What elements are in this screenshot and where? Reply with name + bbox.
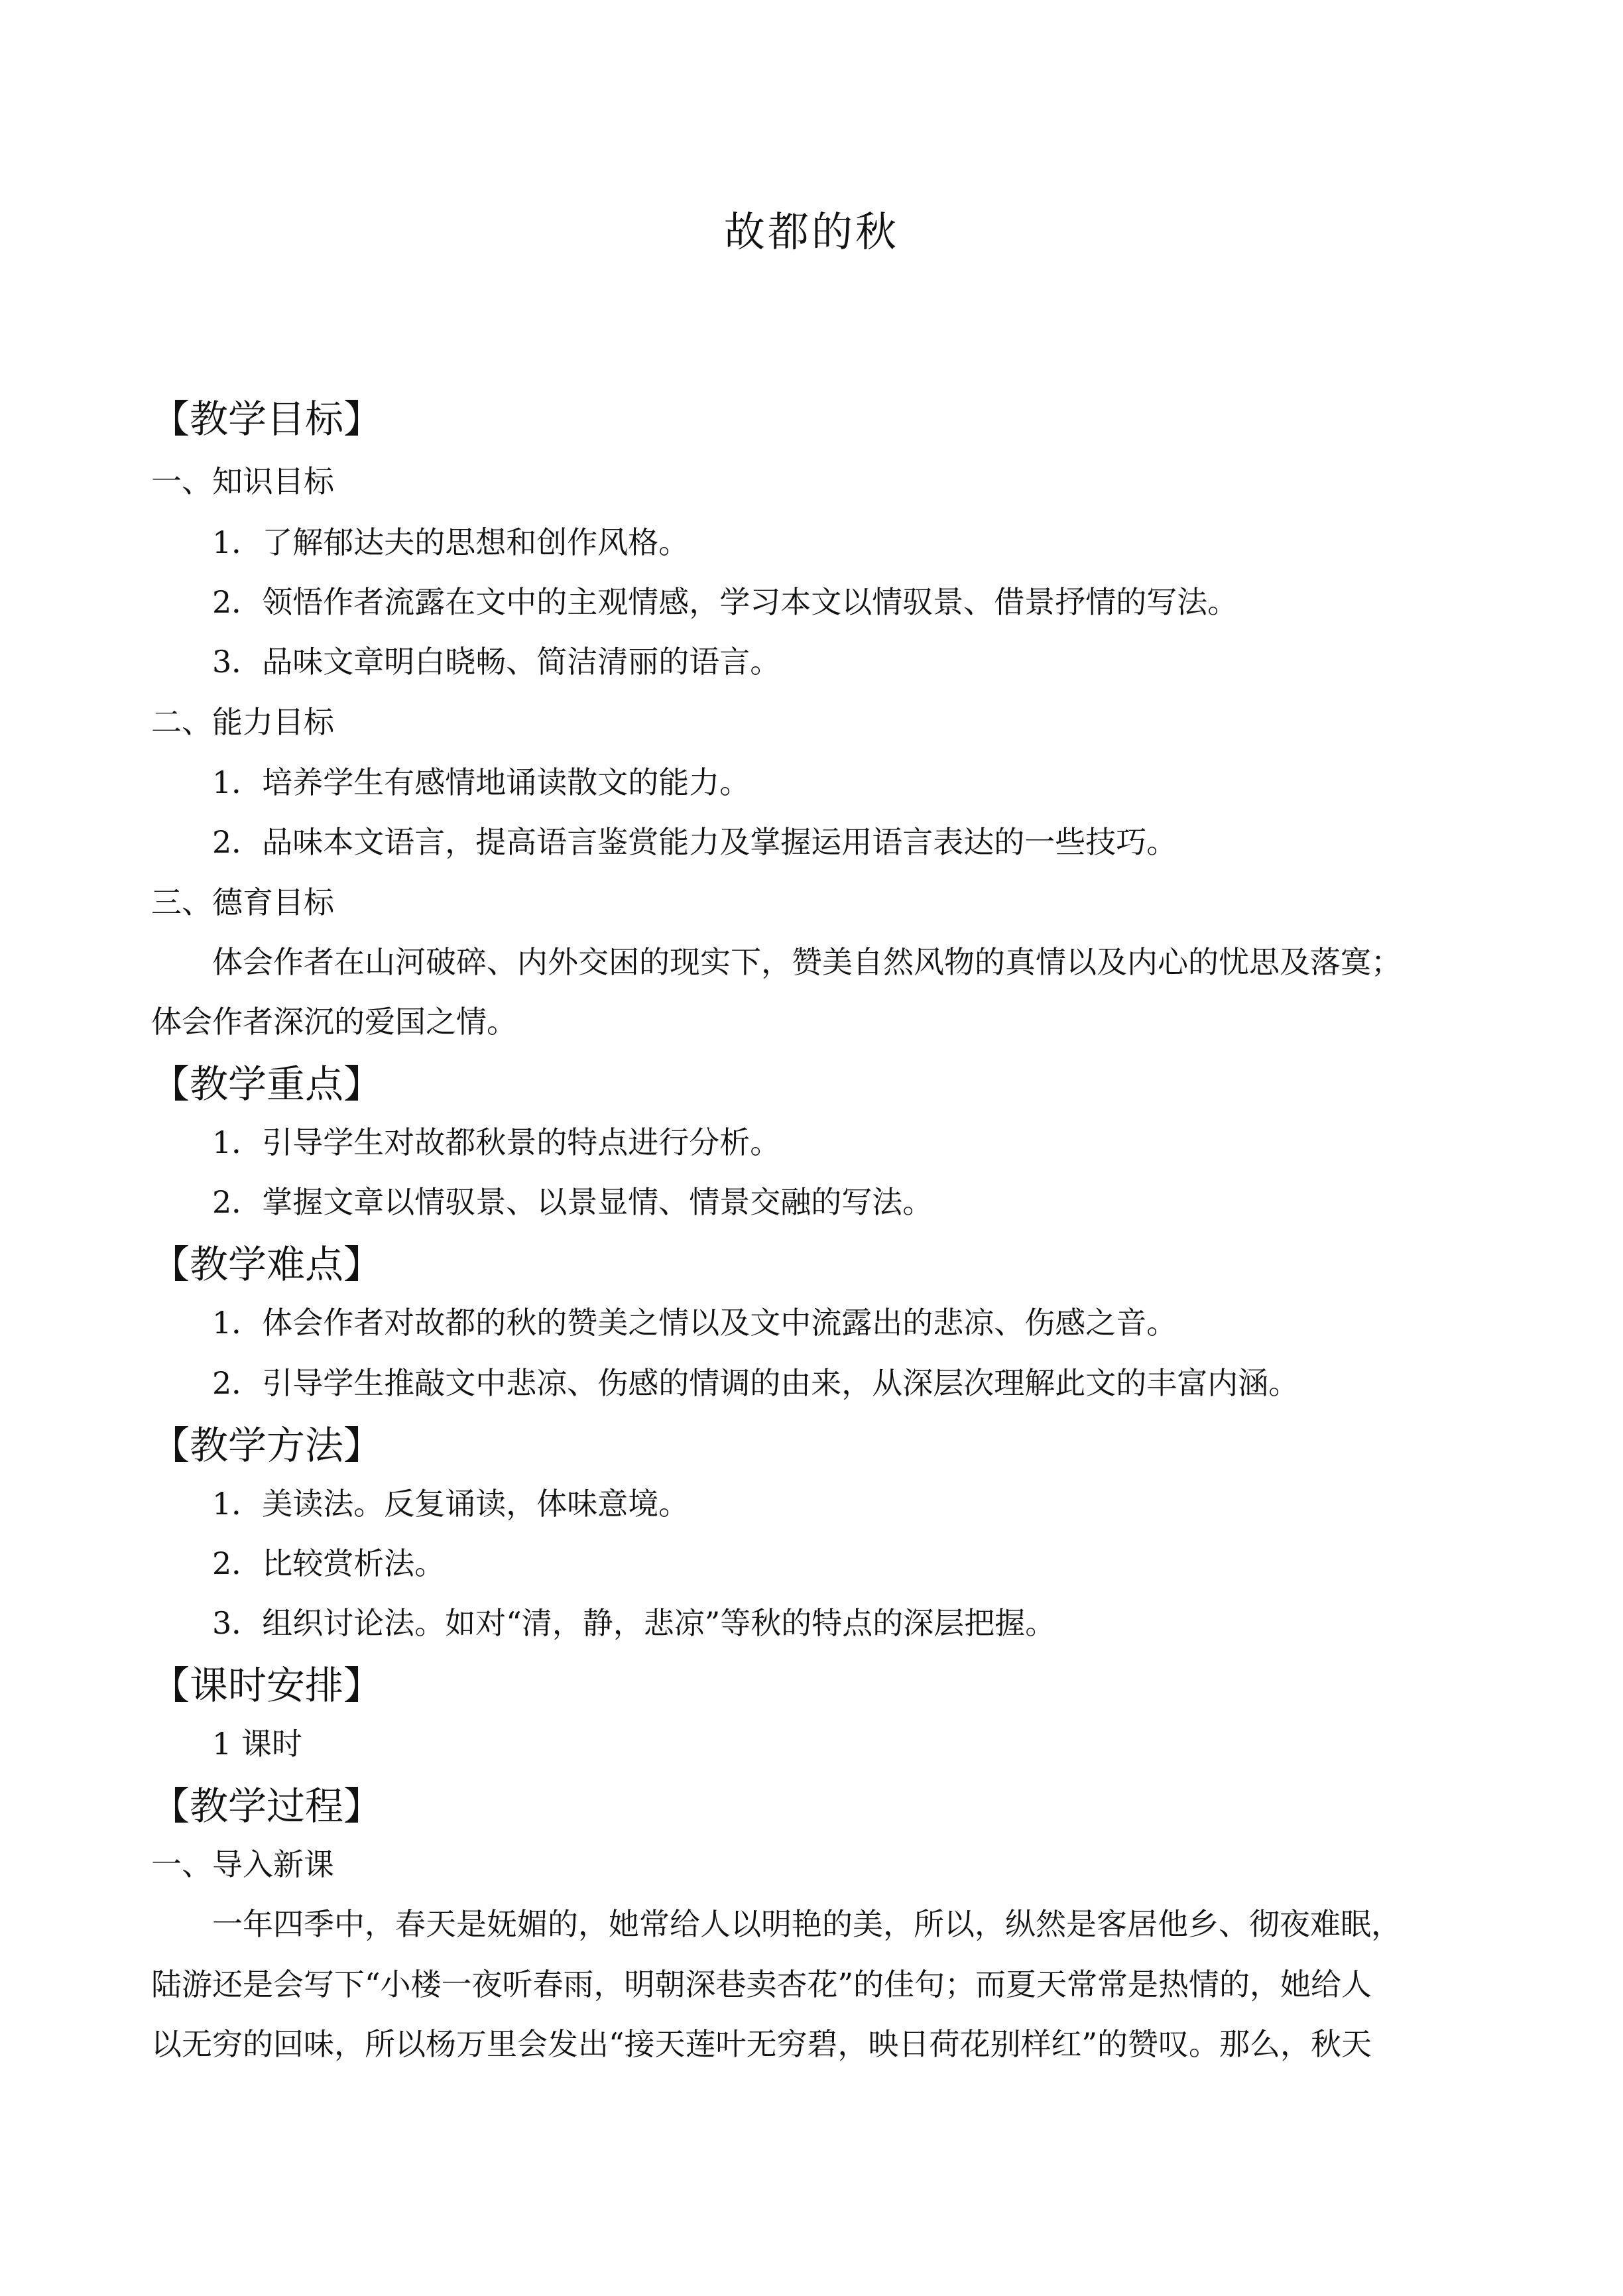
list-item: 2．掌握文章以情驭景、以景显情、情景交融的写法。 bbox=[212, 1184, 933, 1220]
list-item: 3．品味文章明白晓畅、简洁清丽的语言。 bbox=[212, 644, 781, 680]
section-heading-schedule: 【课时安排】 bbox=[151, 1663, 383, 1708]
list-item: 1．美读法。反复诵读，体味意境。 bbox=[212, 1486, 690, 1522]
paragraph-line: 一年四季中，春天是妩媚的，她常给人以明艳的美，所以，纵然是客居他乡、彻夜难眠， bbox=[212, 1906, 1402, 1942]
paragraph-line: 体会作者在山河破碎、内外交困的现实下，赞美自然风物的真情以及内心的忧思及落寞； bbox=[212, 944, 1402, 980]
subheading-ability-goals: 二、能力目标 bbox=[151, 704, 334, 740]
section-heading-key-points: 【教学重点】 bbox=[151, 1061, 383, 1107]
section-heading-difficulties: 【教学难点】 bbox=[151, 1242, 383, 1287]
list-item: 2．领悟作者流露在文中的主观情感，学习本文以情驭景、借景抒情的写法。 bbox=[212, 584, 1238, 620]
list-item: 2．品味本文语言，提高语言鉴赏能力及掌握运用语言表达的一些技巧。 bbox=[212, 824, 1177, 860]
section-heading-process: 【教学过程】 bbox=[151, 1783, 383, 1829]
list-item: 1．引导学生对故都秋景的特点进行分析。 bbox=[212, 1124, 781, 1160]
list-item: 1．体会作者对故都的秋的赞美之情以及文中流露出的悲凉、伤感之音。 bbox=[212, 1305, 1177, 1341]
subheading-moral-goals: 三、德育目标 bbox=[151, 884, 334, 920]
subheading-introduction: 一、导入新课 bbox=[151, 1846, 334, 1882]
list-item: 1．培养学生有感情地诵读散文的能力。 bbox=[212, 764, 751, 800]
section-heading-teaching-goals: 【教学目标】 bbox=[151, 396, 383, 442]
document-title: 故都的秋 bbox=[723, 208, 899, 256]
section-heading-methods: 【教学方法】 bbox=[151, 1423, 383, 1468]
paragraph-line: 以无穷的回味，所以杨万里会发出“接天莲叶无穷碧，映日荷花别样红”的赞叹。那么，秋天 bbox=[151, 2026, 1372, 2062]
paragraph-line: 体会作者深沉的爱国之情。 bbox=[151, 1004, 517, 1040]
list-item: 2．比较赏析法。 bbox=[212, 1545, 446, 1581]
list-item: 1．了解郁达夫的思想和创作风格。 bbox=[212, 524, 690, 560]
schedule-text: 1 课时 bbox=[212, 1726, 302, 1762]
subheading-knowledge-goals: 一、知识目标 bbox=[151, 463, 334, 499]
list-item: 2．引导学生推敲文中悲凉、伤感的情调的由来，从深层次理解此文的丰富内涵。 bbox=[212, 1365, 1299, 1401]
list-item: 3．组织讨论法。如对“清，静，悲凉”等秋的特点的深层把握。 bbox=[212, 1605, 1056, 1641]
paragraph-line: 陆游还是会写下“小楼一夜听春雨，明朝深巷卖杏花”的佳句；而夏天常常是热情的，她给人 bbox=[151, 1966, 1372, 2002]
